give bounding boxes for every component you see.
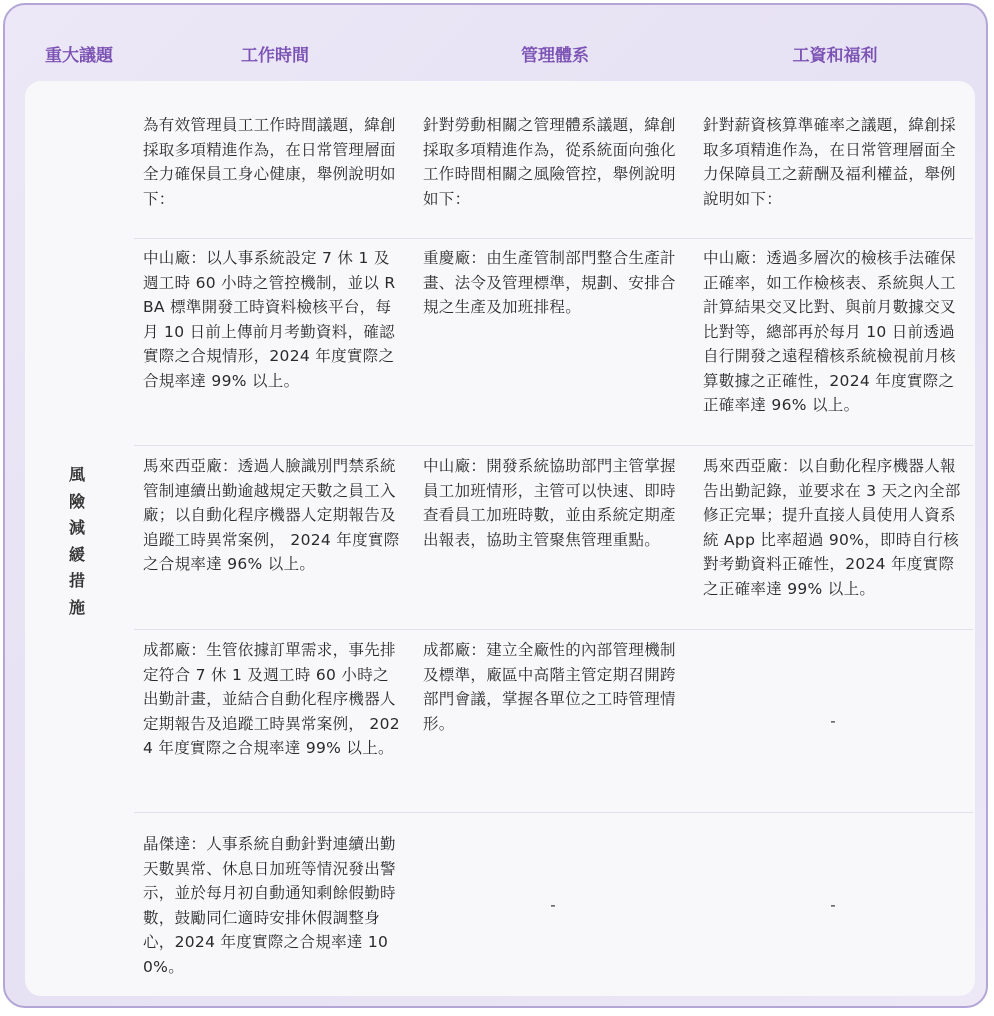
cell-malaysia-wages: 馬來西亞廠：以自動化程序機器人報告出勤記錄，並要求在 3 天之內全部修正完畢；提升直接人員使用人資系統 App 比率超過 90%，即時自行核對考勤資料正確性，2024 年度實際之正確率達 99% 以上。: [703, 457, 961, 598]
row-divider: [134, 812, 973, 813]
row-label-risk-mitigation: [58, 462, 96, 621]
row-divider: [134, 445, 973, 446]
cell-chengdu-working-hours: 成都廠：生管依據訂單需求，事先排定符合 7 休 1 及週工時 60 小時之出勤計畫，並結合自動化程序機器人定期報告及追蹤工時異常案例， 2024 年度實際之合規率達 99% 以上。: [143, 641, 400, 757]
cell-jingjieda-working-hours: 晶傑達：人事系統自動針對連續出勤天數異常、休息日加班等情況發出警示，並於每月初自動通知剩餘假勤時數，鼓勵同仁適時安排休假調整身心，2024 年度實際之合規率達 100%。: [143, 835, 396, 976]
cell-jingjieda-management-empty: -: [550, 896, 556, 914]
cell-intro-management-system: 針對勞動相關之管理體系議題，緯創採取多項精進作為，從系統面向強化工作時間相關之風險管控，舉例說明如下：: [423, 116, 676, 208]
cell-zhongshan-wages: 中山廠：透過多層次的檢核手法確保正確率，如工作檢核表、系統與人工計算結果交叉比對、與前月數據交叉比對等，總部再於每月 10 日前透過自行開發之遠程稽核系統檢視前月核算數據之正確性，2024 年度實際之正確率達 96% 以上。: [703, 249, 956, 414]
cell-zhongshan-management-system: 中山廠：開發系統協助部門主管掌握員工加班情形，主管可以快速、即時查看員工加班時數，並由系統定期產出報表，協助主管聚焦管理重點。: [423, 457, 676, 549]
row-label-text: 風 險 減 緩 措 施: [68, 465, 85, 617]
cell-chengdu-wages-empty: -: [830, 712, 836, 730]
cell-chengdu-management-system: 成都廠：建立全廠性的內部管理機制及標準，廠區中高階主管定期召開跨部門會議，掌握各單位之工時管理情形。: [423, 641, 676, 733]
header-working-hours: 工作時間: [241, 45, 309, 66]
header-management-system: 管理體系: [521, 45, 589, 66]
cell-intro-wages: 針對薪資核算準確率之議題，緯創採取多項精進作為，在日常管理層面全力保障員工之薪酬及福利權益，舉例說明如下：: [703, 116, 956, 208]
row-divider: [134, 238, 973, 239]
header-topic: 重大議題: [45, 45, 113, 66]
cell-intro-working-hours: 為有效管理員工工作時間議題，緯創採取多項精進作為，在日常管理層面全力確保員工身心健康，舉例說明如下：: [143, 116, 396, 208]
cell-chongqing-management-system: 重慶廠：由生產管制部門整合生產計畫、法令及管理標準，規劃、安排合規之生產及加班排程。: [423, 249, 676, 316]
cell-jingjieda-wages-empty: -: [830, 896, 836, 914]
header-wages-benefits: 工資和福利: [792, 45, 878, 66]
cell-malaysia-working-hours: 馬來西亞廠：透過人臉識別門禁系統管制連續出勤逾越規定天數之員工入廠；以自動化程序機器人定期報告及追蹤工時異常案例， 2024 年度實際之合規率達 96% 以上。: [143, 457, 400, 573]
row-divider: [134, 629, 973, 630]
cell-zhongshan-working-hours: 中山廠：以人事系統設定 7 休 1 及週工時 60 小時之管控機制，並以 RBA 標準開發工時資料檢核平台，每月 10 日前上傳前月考勤資料，確認實際之合規情形，2024 年度實際之合規率達 99% 以上。: [143, 249, 396, 390]
